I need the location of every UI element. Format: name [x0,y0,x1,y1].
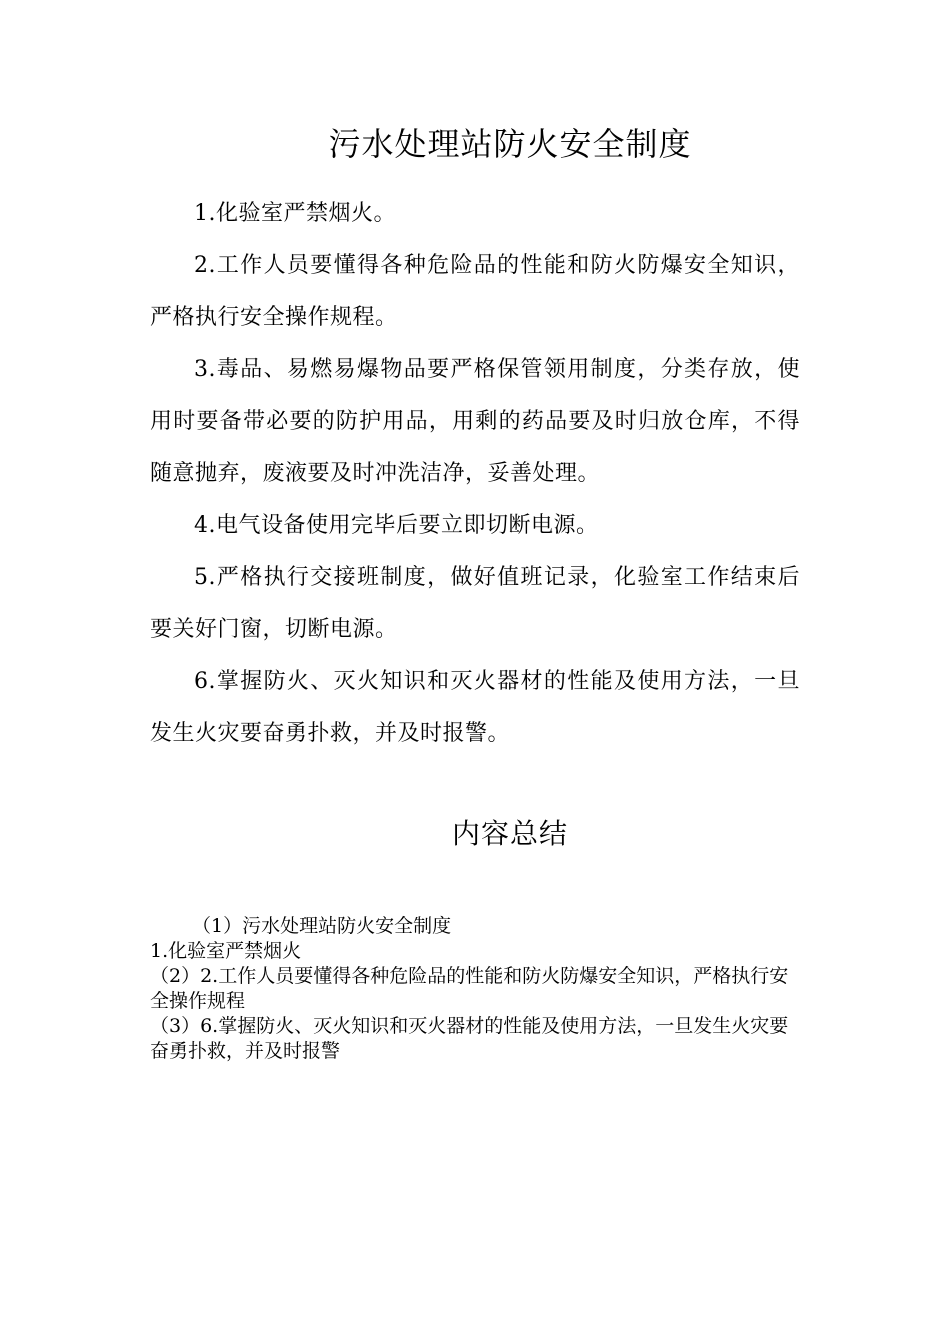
paragraph-5: 5.严格执行交接班制度，做好值班记录，化验室工作结束后要关好门窗，切断电源。 [150,565,800,642]
paragraph-3: 3.毒品、易燃易爆物品要严格保管领用制度，分类存放，使用时要备带必要的防护用品，用剩的药品要及时归放仓库，不得随意抛弃，废液要及时冲洗洁净，妥善处理。 [150,357,800,486]
document-title: 污水处理站防火安全制度 [328,125,692,163]
summary-line-1: （1）污水处理站防火安全制度 [192,915,452,937]
summary-line-3: （2）2.工作人员要懂得各种危险品的性能和防火防爆安全知识，严格执行安全操作规程 [150,965,789,1012]
paragraph-1: 1.化验室严禁烟火。 [194,201,396,226]
summary-line-2: 1.化验室严禁烟火 [150,940,302,962]
document-body [150,188,800,760]
paragraph-2: 2.工作人员要懂得各种危险品的性能和防火防爆安全知识，严格执行安全操作规程。 [150,253,800,330]
summary-block [150,914,800,1064]
summary-title: 内容总结 [451,817,568,850]
summary-line-4: （3）6.掌握防火、灭火知识和灭火器材的性能及使用方法，一旦发生火灾要奋勇扑救，并及时报警 [150,1015,789,1062]
paragraph-4: 4.电气设备使用完毕后要立即切断电源。 [194,513,599,538]
paragraph-6: 6.掌握防火、灭火知识和灭火器材的性能及使用方法，一旦发生火灾要奋勇扑救，并及时报警。 [150,669,800,746]
